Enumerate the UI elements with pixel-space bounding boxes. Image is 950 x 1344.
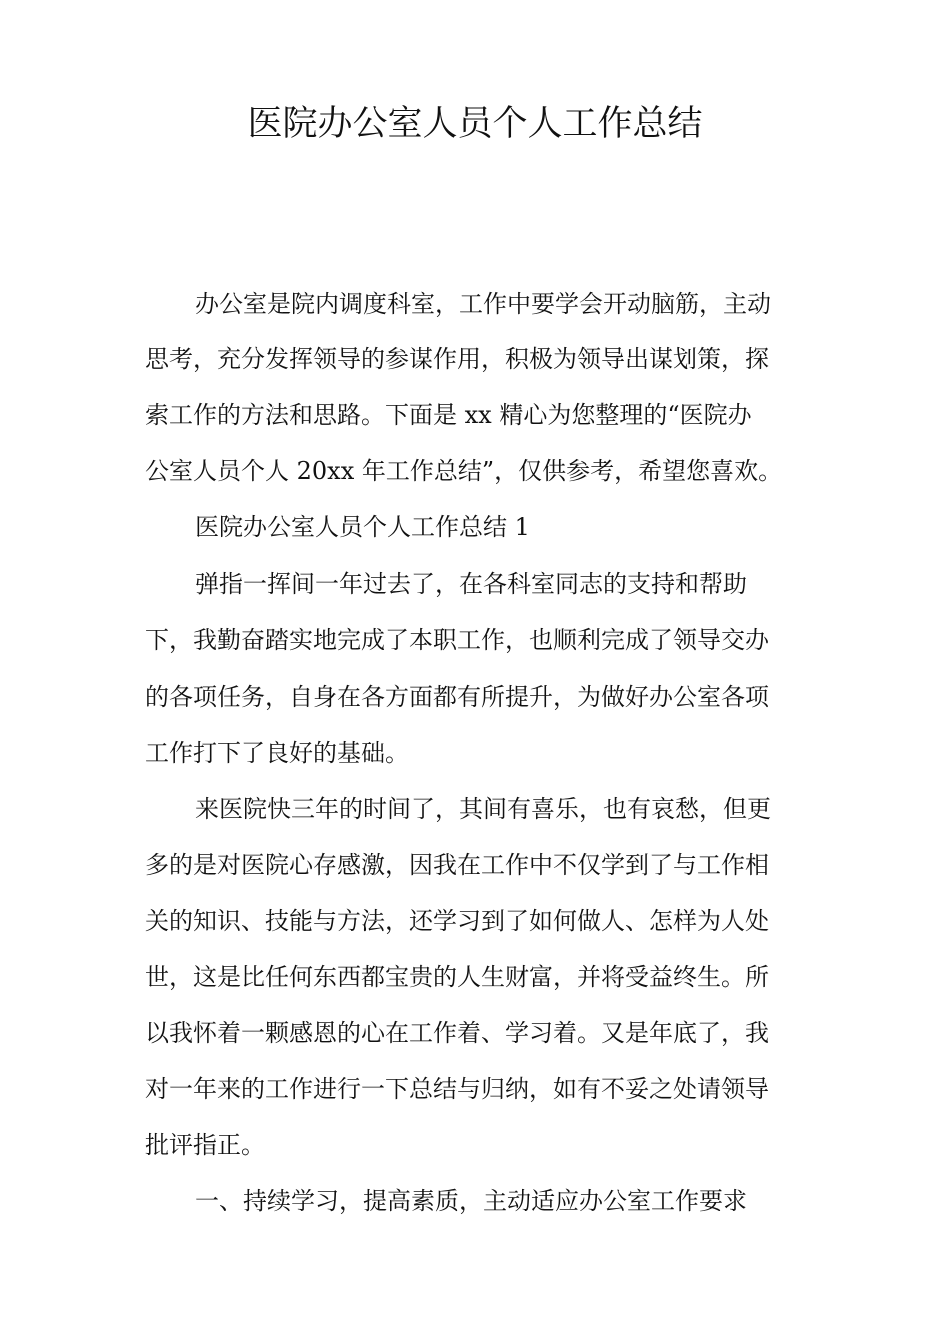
paragraph-line: 的各项任务，自身在各方面都有所提升，为做好办公室各项 xyxy=(145,683,769,711)
section-heading: 一、持续学习，提高素质，主动适应办公室工作要求 xyxy=(195,1187,747,1215)
paragraph-line: 批评指正。 xyxy=(145,1131,265,1159)
paragraph-line: 工作打下了良好的基础。 xyxy=(145,739,409,767)
section-heading: 医院办公室人员个人工作总结 1 xyxy=(195,513,530,541)
document-title: 医院办公室人员个人工作总结 xyxy=(247,104,703,144)
paragraph-line: 世，这是比任何东西都宝贵的人生财富，并将受益终生。所 xyxy=(145,963,769,991)
paragraph-line: 来医院快三年的时间了，其间有喜乐，也有哀愁，但更 xyxy=(195,795,771,823)
paragraph-line: 对一年来的工作进行一下总结与归纳，如有不妥之处请领导 xyxy=(145,1075,769,1103)
paragraph-line: 索工作的方法和思路。下面是 xx 精心为您整理的“医院办 xyxy=(145,401,752,429)
paragraph-line: 多的是对医院心存感激，因我在工作中不仅学到了与工作相 xyxy=(145,851,769,879)
paragraph-line: 弹指一挥间一年过去了，在各科室同志的支持和帮助 xyxy=(195,570,747,598)
paragraph-line: 以我怀着一颗感恩的心在工作着、学习着。又是年底了，我 xyxy=(145,1019,769,1047)
paragraph-line: 思考，充分发挥领导的参谋作用，积极为领导出谋划策，探 xyxy=(145,345,769,373)
paragraph-line: 办公室是院内调度科室，工作中要学会开动脑筋，主动 xyxy=(195,290,771,318)
paragraph-line: 公室人员个人 20xx 年工作总结”，仅供参考，希望您喜欢。 xyxy=(145,457,783,485)
paragraph-line: 下，我勤奋踏实地完成了本职工作，也顺利完成了领导交办 xyxy=(145,626,769,654)
paragraph-line: 关的知识、技能与方法，还学习到了如何做人、怎样为人处 xyxy=(145,907,769,935)
